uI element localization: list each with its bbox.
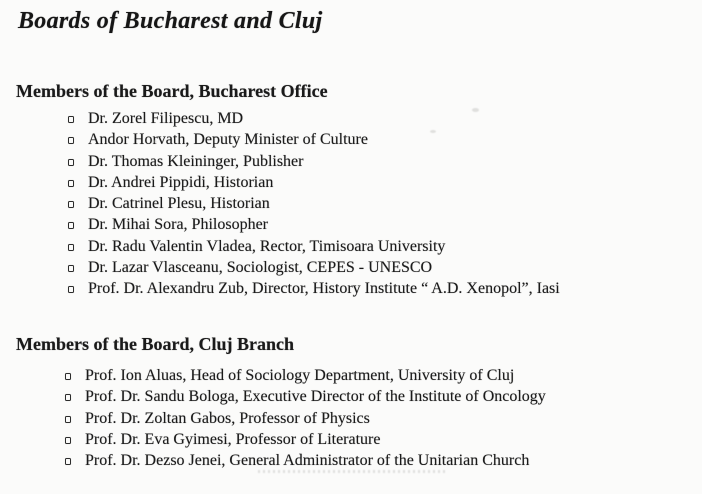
- bucharest-board-member-list: [68, 108, 560, 300]
- square-bullet-icon: [65, 373, 71, 380]
- member-name: Prof. Dr. Zoltan Gabos, Professor of Physics: [85, 409, 370, 427]
- square-bullet-icon: [68, 244, 74, 251]
- section-heading-bucharest-office: Members of the Board, Bucharest Office: [16, 81, 328, 101]
- member-name: Dr. Catrinel Plesu, Historian: [88, 195, 270, 213]
- list-item: [68, 236, 560, 257]
- member-name: Dr. Radu Valentin Vladea, Rector, Timisoara University: [88, 237, 446, 255]
- member-name: Dr. Andrei Pippidi, Historian: [88, 173, 274, 191]
- member-name: Dr. Thomas Kleininger, Publisher: [88, 152, 304, 170]
- square-bullet-icon: [68, 201, 74, 208]
- list-item: [68, 151, 560, 172]
- square-bullet-icon: [68, 137, 74, 144]
- list-item: [65, 429, 546, 450]
- square-bullet-icon: [68, 159, 74, 166]
- square-bullet-icon: [65, 416, 71, 423]
- list-item: [65, 386, 546, 407]
- square-bullet-icon: [68, 180, 74, 187]
- square-bullet-icon: [68, 116, 74, 123]
- member-name: Dr. Lazar Vlasceanu, Sociologist, CEPES - UNESCO: [88, 259, 433, 277]
- member-name: Prof. Dr. Sandu Bologa, Executive Director of the Institute of Oncology: [85, 388, 546, 406]
- member-name: Andor Horvath, Deputy Minister of Culture: [88, 131, 368, 149]
- square-bullet-icon: [68, 286, 74, 293]
- list-item: [68, 214, 560, 235]
- scan-artifact-speck: [152, 140, 157, 143]
- section-heading-cluj-branch: Members of the Board, Cluj Branch: [16, 334, 294, 354]
- cluj-board-member-list: [65, 365, 546, 471]
- member-name: Dr. Mihai Sora, Philosopher: [88, 216, 268, 234]
- member-name: Prof. Dr. Eva Gyimesi, Professor of Literature: [85, 430, 381, 448]
- square-bullet-icon: [65, 437, 71, 444]
- member-name: Dr. Zorel Filipescu, MD: [88, 110, 244, 127]
- list-item: [68, 193, 560, 214]
- list-item: [65, 408, 546, 429]
- member-name: Prof. Dr. Dezso Jenei, General Administrator of the Unitarian Church: [85, 452, 530, 470]
- member-name: Prof. Dr. Alexandru Zub, Director, History Institute “ A.D. Xenopol”, Iasi: [88, 280, 560, 298]
- list-item: [65, 365, 546, 386]
- document-title: Boards of Bucharest and Cluj: [18, 8, 323, 34]
- list-item: [68, 129, 560, 150]
- scan-artifact-noise-band: [258, 470, 448, 473]
- square-bullet-icon: [65, 458, 71, 465]
- list-item: [68, 278, 560, 299]
- list-item: [68, 257, 560, 278]
- square-bullet-icon: [65, 394, 71, 401]
- square-bullet-icon: [68, 222, 74, 229]
- list-item: [68, 172, 560, 193]
- list-item: [68, 108, 560, 129]
- list-item: [65, 450, 546, 471]
- square-bullet-icon: [68, 265, 74, 272]
- scan-artifact-speck: [472, 108, 479, 112]
- member-name: Prof. Ion Aluas, Head of Sociology Department, University of Cluj: [85, 367, 515, 384]
- scan-artifact-speck: [430, 130, 436, 133]
